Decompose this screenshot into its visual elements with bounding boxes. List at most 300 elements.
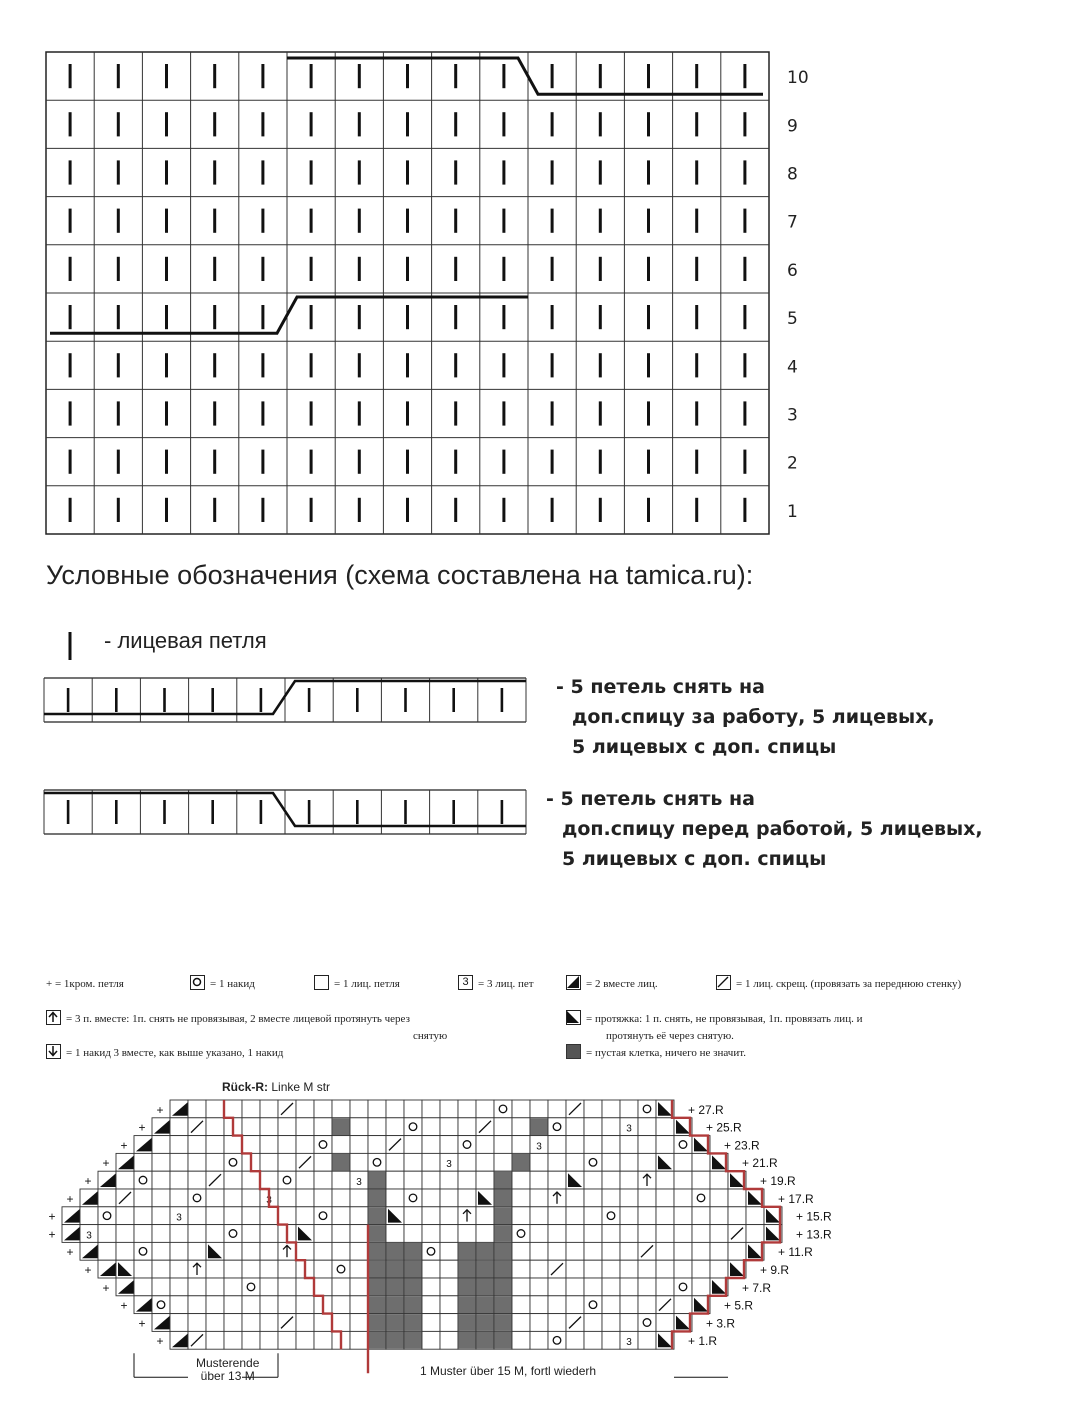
row-number: 4: [787, 357, 798, 378]
lace-cell: [314, 1189, 332, 1207]
lace-chart: [0, 1090, 1080, 1400]
no-stitch-cell: [495, 1314, 512, 1331]
lace-cell: [332, 1136, 350, 1154]
k3-mark: 3: [356, 1177, 362, 1188]
lace-cell: [152, 1189, 170, 1207]
no-stitch-cell: [459, 1243, 476, 1260]
lace-cell: [332, 1100, 350, 1118]
lace-cell: [152, 1242, 170, 1260]
legend-k2tog: = 2 вместе лиц.: [586, 978, 658, 990]
row-label: + 23.R: [724, 1138, 760, 1153]
lace-cell: [188, 1189, 206, 1207]
lace-cell: [602, 1260, 620, 1278]
lace-cell: [656, 1136, 674, 1154]
lace-cell: [278, 1171, 296, 1189]
lace-cell: [440, 1171, 458, 1189]
lace-cell: [188, 1153, 206, 1171]
lace-cell: [152, 1171, 170, 1189]
lace-cell: [638, 1100, 656, 1118]
lace-cell: [170, 1171, 188, 1189]
lace-cell: [116, 1225, 134, 1243]
k3-box-icon: 3: [458, 975, 473, 990]
lace-cell: [278, 1153, 296, 1171]
no-stitch-cell: [459, 1314, 476, 1331]
lace-cell: [728, 1242, 746, 1260]
lace-cell: [674, 1242, 692, 1260]
lace-cell: [620, 1153, 638, 1171]
lace-cell: [440, 1296, 458, 1314]
lace-cell: [422, 1278, 440, 1296]
lace-cell: [638, 1153, 656, 1171]
lace-cell: [566, 1189, 584, 1207]
no-stitch-cell: [405, 1296, 422, 1313]
selvage-plus: +: [102, 1280, 110, 1295]
lace-cell: [512, 1296, 530, 1314]
lace-cell: [530, 1225, 548, 1243]
lace-cell: [296, 1331, 314, 1349]
no-stitch-cell: [369, 1261, 386, 1278]
lace-cell: [440, 1278, 458, 1296]
no-stitch-cell: [495, 1172, 512, 1189]
lace-cell: [242, 1314, 260, 1332]
repeat-label: 1 Muster über 15 M, fortl wiederh: [420, 1364, 597, 1378]
lace-cell: [746, 1225, 764, 1243]
lace-cell: [530, 1171, 548, 1189]
no-stitch-cell: [387, 1279, 404, 1296]
cable-front-line: - 5 петель снять на: [546, 788, 755, 810]
lace-cell: [710, 1225, 728, 1243]
lace-cell: [278, 1260, 296, 1278]
row-label: + 3.R: [706, 1316, 736, 1331]
lace-cell: [242, 1331, 260, 1349]
lace-cell: [674, 1225, 692, 1243]
lace-cell: [314, 1331, 332, 1349]
selvage-plus: +: [138, 1316, 146, 1331]
lace-cell: [368, 1100, 386, 1118]
lace-cell: [656, 1118, 674, 1136]
lace-cell: [584, 1278, 602, 1296]
lace-cell: [422, 1153, 440, 1171]
lace-cell: [566, 1153, 584, 1171]
lace-cell: [296, 1242, 314, 1260]
lace-cell: [530, 1242, 548, 1260]
k2tog-icon: [566, 975, 581, 990]
lace-cell: [278, 1136, 296, 1154]
lace-cell: [674, 1278, 692, 1296]
lace-cell: [224, 1278, 242, 1296]
lace-cell: [242, 1171, 260, 1189]
pattern-end-line: über 13 M: [200, 1369, 255, 1383]
lace-cell: [134, 1171, 152, 1189]
lace-cell: [404, 1171, 422, 1189]
no-stitch-cell: [405, 1279, 422, 1296]
lace-cell: [404, 1153, 422, 1171]
lace-cell: [296, 1278, 314, 1296]
lace-cell: [242, 1242, 260, 1260]
lace-cell: [566, 1278, 584, 1296]
lace-cell: [710, 1260, 728, 1278]
lace-cell: [728, 1207, 746, 1225]
lace-cell: [242, 1278, 260, 1296]
lace-cell: [152, 1225, 170, 1243]
lace-cell: [206, 1118, 224, 1136]
lace-cell: [476, 1225, 494, 1243]
lace-cell: [422, 1242, 440, 1260]
lace-cell: [332, 1171, 350, 1189]
lace-cell: [584, 1100, 602, 1118]
lace-cell: [620, 1207, 638, 1225]
selvage-plus: +: [120, 1298, 128, 1313]
lace-cell: [152, 1207, 170, 1225]
lace-cell: [656, 1242, 674, 1260]
lace-cell: [512, 1118, 530, 1136]
lace-cell: [548, 1225, 566, 1243]
lace-cell: [224, 1260, 242, 1278]
lace-cell: [440, 1207, 458, 1225]
no-stitch-cell: [369, 1296, 386, 1313]
lace-cell: [638, 1278, 656, 1296]
lace-cell: [170, 1260, 188, 1278]
lace-cell: [332, 1225, 350, 1243]
lace-cell: [440, 1225, 458, 1243]
lace-cell: [350, 1136, 368, 1154]
lace-cell: [638, 1225, 656, 1243]
row-number: 3: [787, 405, 798, 426]
lace-cell: [296, 1296, 314, 1314]
lace-cell: [314, 1171, 332, 1189]
cable-front-icon: [40, 782, 540, 842]
lace-cell: [512, 1314, 530, 1332]
no-stitch-cell: [369, 1172, 386, 1189]
lace-cell: [602, 1314, 620, 1332]
lace-cell: [314, 1314, 332, 1332]
lace-cell: [512, 1100, 530, 1118]
k3-mark: 3: [446, 1159, 452, 1171]
lace-cell: [350, 1331, 368, 1349]
lace-cell: [566, 1118, 584, 1136]
lace-cell: [350, 1100, 368, 1118]
no-stitch-cell: [369, 1207, 386, 1224]
lace-cell: [638, 1314, 656, 1332]
lace-cell: [116, 1171, 134, 1189]
lace-cell: [602, 1189, 620, 1207]
selvage-plus: +: [156, 1334, 164, 1349]
lace-cell: [674, 1171, 692, 1189]
lace-cell: [314, 1225, 332, 1243]
lace-cell: [422, 1260, 440, 1278]
lace-cell: [98, 1189, 116, 1207]
row-number: 9: [787, 116, 798, 137]
no-stitch-cell: [477, 1332, 494, 1349]
row-label: + 15.R: [796, 1209, 832, 1224]
lace-cell: [242, 1260, 260, 1278]
selvage-plus: +: [66, 1191, 74, 1206]
cdd-arrow-up-icon: [46, 1010, 61, 1025]
lace-cell: [584, 1296, 602, 1314]
lace-cell: [620, 1100, 638, 1118]
lace-cell: [692, 1207, 710, 1225]
cable-back-icon: [40, 670, 540, 730]
lace-cell: [476, 1100, 494, 1118]
lace-cell: [314, 1153, 332, 1171]
lace-cell: [296, 1100, 314, 1118]
row-number: 7: [787, 212, 798, 233]
row-label: + 17.R: [778, 1191, 814, 1206]
lace-cell: [332, 1189, 350, 1207]
lace-cell: [512, 1136, 530, 1154]
lace-cell: [350, 1207, 368, 1225]
lace-cell: [296, 1314, 314, 1332]
lace-cell: [548, 1153, 566, 1171]
lace-cell: [746, 1207, 764, 1225]
lace-cell: [170, 1225, 188, 1243]
lace-cell: [152, 1296, 170, 1314]
lace-cell: [314, 1207, 332, 1225]
lace-cell: [674, 1207, 692, 1225]
legend-knit: = 1 лиц. петля: [334, 978, 400, 990]
lace-cell: [476, 1171, 494, 1189]
row-label: + 25.R: [706, 1120, 742, 1135]
row-label: + 21.R: [742, 1156, 778, 1171]
lace-cell: [656, 1171, 674, 1189]
no-stitch-cell: [387, 1261, 404, 1278]
lace-cell: [548, 1100, 566, 1118]
no-stitch-cell: [369, 1314, 386, 1331]
lace-cell: [224, 1225, 242, 1243]
knit-stitch-icon: [60, 628, 80, 664]
lace-cell: [566, 1242, 584, 1260]
lace-cell: [386, 1153, 404, 1171]
lace-cell: [278, 1296, 296, 1314]
lace-cell: [224, 1189, 242, 1207]
lace-cell: [710, 1171, 728, 1189]
lace-cell: [224, 1171, 242, 1189]
lace-cell: [386, 1225, 404, 1243]
legend-k3: = 3 лиц. пет: [478, 978, 534, 990]
lace-cell: [566, 1296, 584, 1314]
k3-mark: 3: [626, 1123, 632, 1135]
k3-mark: 3: [626, 1337, 632, 1349]
lace-cell: [638, 1136, 656, 1154]
lace-cell: [692, 1242, 710, 1260]
lace-cell: [548, 1278, 566, 1296]
no-stitch-cell: [459, 1279, 476, 1296]
lace-cell: [512, 1171, 530, 1189]
no-stitch-cell: [405, 1243, 422, 1260]
lace-cell: [440, 1118, 458, 1136]
lace-cell: [170, 1278, 188, 1296]
lace-cell: [422, 1136, 440, 1154]
row-label: + 7.R: [742, 1280, 772, 1295]
lace-cell: [512, 1225, 530, 1243]
lace-cell: [404, 1189, 422, 1207]
no-stitch-cell: [531, 1118, 548, 1135]
lace-cell: [710, 1242, 728, 1260]
lace-cell: [422, 1118, 440, 1136]
lace-cell: [602, 1136, 620, 1154]
lace-cell: [332, 1260, 350, 1278]
k3-mark: 3: [176, 1212, 182, 1224]
lace-cell: [584, 1331, 602, 1349]
lace-cell: [530, 1100, 548, 1118]
lace-cell: [530, 1153, 548, 1171]
lace-cell: [206, 1314, 224, 1332]
lace-cell: [728, 1189, 746, 1207]
lace-cell: [458, 1153, 476, 1171]
lace-cell: [512, 1189, 530, 1207]
legend-title: Условные обозначения (схема составлена на tamica.ru):: [46, 560, 754, 590]
lace-cell: [512, 1278, 530, 1296]
row-number: 6: [787, 260, 798, 281]
lace-cell: [296, 1171, 314, 1189]
lace-cell: [152, 1278, 170, 1296]
lace-cell: [314, 1100, 332, 1118]
lace-cell: [422, 1314, 440, 1332]
lace-cell: [206, 1207, 224, 1225]
legend-cdd: = 3 п. вместе: 1п. снять не провязывая, 2 вместе лицевой протянуть через: [66, 1013, 410, 1025]
lace-cell: [350, 1296, 368, 1314]
no-stitch-cell: [495, 1261, 512, 1278]
lace-cell: [170, 1189, 188, 1207]
lace-cell: [422, 1171, 440, 1189]
lace-cell: [206, 1153, 224, 1171]
lace-cell: [440, 1100, 458, 1118]
lace-cell: [332, 1278, 350, 1296]
lace-cell: [530, 1314, 548, 1332]
no-stitch-icon: [566, 1044, 581, 1059]
cable-back-description: [556, 672, 935, 762]
row-label: + 11.R: [778, 1245, 813, 1260]
lace-cell: [350, 1314, 368, 1332]
lace-cell: [170, 1118, 188, 1136]
lace-cell: [656, 1207, 674, 1225]
lace-cell: [314, 1118, 332, 1136]
lace-cell: [134, 1207, 152, 1225]
lace-cell: [440, 1242, 458, 1260]
no-stitch-cell: [495, 1332, 512, 1349]
lace-cell: [566, 1207, 584, 1225]
no-stitch-cell: [477, 1314, 494, 1331]
lace-cell: [440, 1189, 458, 1207]
lace-cell: [278, 1118, 296, 1136]
lace-cell: [242, 1225, 260, 1243]
lace-cell: [188, 1136, 206, 1154]
lace-cell: [314, 1278, 332, 1296]
lace-cell: [260, 1171, 278, 1189]
lace-cell: [296, 1207, 314, 1225]
lace-cell: [368, 1153, 386, 1171]
lace-cell: [134, 1242, 152, 1260]
lace-cell: [134, 1153, 152, 1171]
lace-cell: [206, 1278, 224, 1296]
no-stitch-cell: [495, 1243, 512, 1260]
lace-cell: [638, 1296, 656, 1314]
lace-cell: [260, 1118, 278, 1136]
lace-cell: [242, 1100, 260, 1118]
lace-cell: [476, 1207, 494, 1225]
lace-cell: [530, 1331, 548, 1349]
no-stitch-cell: [459, 1261, 476, 1278]
no-stitch-cell: [477, 1261, 494, 1278]
lace-cell: [170, 1242, 188, 1260]
lace-cell: [548, 1118, 566, 1136]
no-stitch-cell: [369, 1243, 386, 1260]
lace-cell: [206, 1260, 224, 1278]
yo-k3tog-yo-icon: [46, 1044, 61, 1059]
lace-cell: [476, 1136, 494, 1154]
lace-cell: [350, 1225, 368, 1243]
row-label: + 9.R: [760, 1263, 790, 1277]
lace-cell: [494, 1136, 512, 1154]
lace-cell: [404, 1118, 422, 1136]
no-stitch-cell: [369, 1332, 386, 1349]
row-label: + 1.R: [688, 1334, 718, 1349]
lace-cell: [584, 1171, 602, 1189]
row-label: + 5.R: [724, 1298, 754, 1313]
lace-cell: [710, 1207, 728, 1225]
lace-cell: [566, 1225, 584, 1243]
lace-cell: [530, 1207, 548, 1225]
lace-cell: [242, 1207, 260, 1225]
lace-cell: [188, 1296, 206, 1314]
cable-back-line: 5 лицевых с доп. спицы: [572, 736, 837, 758]
psso-icon: [566, 1010, 581, 1025]
lace-cell: [620, 1242, 638, 1260]
no-stitch-cell: [459, 1296, 476, 1313]
lace-cell: [188, 1314, 206, 1332]
lace-cell: [116, 1242, 134, 1260]
lace-cell: [314, 1242, 332, 1260]
lace-cell: [656, 1225, 674, 1243]
lace-cell: [242, 1189, 260, 1207]
lace-cell: [314, 1136, 332, 1154]
lace-cell: [224, 1136, 242, 1154]
lace-cell: [548, 1296, 566, 1314]
no-stitch-cell: [495, 1207, 512, 1224]
no-stitch-cell: [513, 1154, 530, 1171]
lace-cell: [278, 1278, 296, 1296]
no-stitch-cell: [495, 1225, 512, 1242]
no-stitch-cell: [387, 1332, 404, 1349]
row-number: 5: [787, 309, 798, 330]
lace-cell: [620, 1278, 638, 1296]
lace-cell: [530, 1296, 548, 1314]
selvage-plus: +: [138, 1120, 146, 1135]
lace-cell: [584, 1242, 602, 1260]
lace-cell: [620, 1189, 638, 1207]
no-stitch-cell: [477, 1243, 494, 1260]
lace-cell: [422, 1225, 440, 1243]
lace-cell: [134, 1278, 152, 1296]
lace-cell: [224, 1314, 242, 1332]
lace-cell: [278, 1189, 296, 1207]
lace-cell: [458, 1189, 476, 1207]
lace-cell: [674, 1189, 692, 1207]
lace-cell: [224, 1331, 242, 1349]
lace-cell: [458, 1225, 476, 1243]
k3-mark: 3: [536, 1141, 542, 1153]
no-stitch-cell: [369, 1225, 386, 1242]
lace-cell: [350, 1260, 368, 1278]
lace-cell: [188, 1207, 206, 1225]
lace-cell: [350, 1278, 368, 1296]
lace-cell: [152, 1136, 170, 1154]
lace-cell: [224, 1242, 242, 1260]
lace-cell: [458, 1118, 476, 1136]
lace-cell: [134, 1189, 152, 1207]
lace-cell: [260, 1278, 278, 1296]
lace-chart-header-rest: Linke M str: [268, 1080, 331, 1094]
